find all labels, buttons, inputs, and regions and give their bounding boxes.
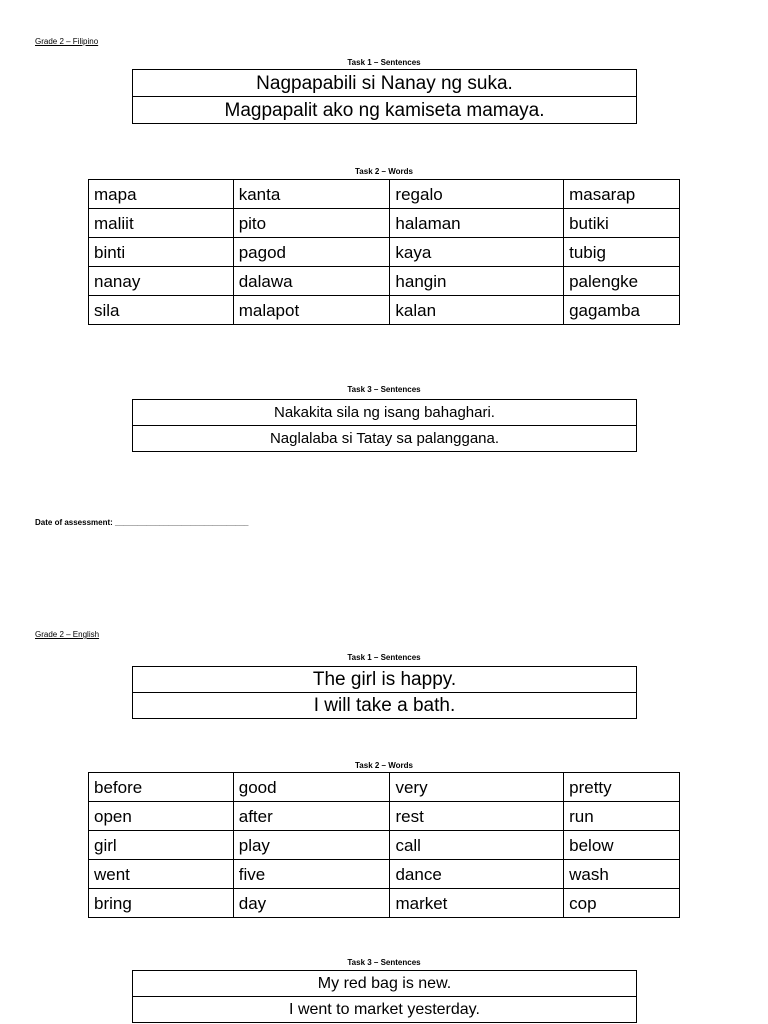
word-cell: cop xyxy=(564,889,680,918)
word-cell: play xyxy=(233,831,390,860)
task3-title-filipino: Task 3 – Sentences xyxy=(347,385,421,394)
sentence-cell: I went to market yesterday. xyxy=(133,997,637,1023)
grade-label-filipino: Grade 2 – Filipino xyxy=(35,37,99,46)
sentences-table-filipino-task3 xyxy=(132,399,637,452)
word-cell: went xyxy=(89,860,234,889)
word-cell: dalawa xyxy=(233,267,390,296)
table-row xyxy=(133,971,637,997)
word-cell: girl xyxy=(89,831,234,860)
table-row xyxy=(89,889,680,918)
sentences-table-english-task1 xyxy=(132,666,637,719)
word-cell: rest xyxy=(390,802,564,831)
word-cell: maliit xyxy=(89,209,234,238)
table-row xyxy=(133,667,637,693)
table-row xyxy=(89,296,680,325)
word-cell: market xyxy=(390,889,564,918)
word-cell: call xyxy=(390,831,564,860)
sentence-cell: Naglalaba si Tatay sa palanggana. xyxy=(133,426,637,452)
word-cell: kaya xyxy=(390,238,564,267)
table-row xyxy=(133,70,637,97)
date-of-assessment: Date of assessment: ______________________________ xyxy=(35,518,249,527)
sentence-cell: I will take a bath. xyxy=(133,693,637,719)
table-row xyxy=(89,267,680,296)
grade-label-english: Grade 2 – English xyxy=(35,630,100,639)
word-cell: tubig xyxy=(564,238,680,267)
task1-title-english: Task 1 – Sentences xyxy=(347,653,421,662)
word-cell: open xyxy=(89,802,234,831)
word-cell: kanta xyxy=(233,180,390,209)
task3-title-english: Task 3 – Sentences xyxy=(347,958,421,967)
table-row xyxy=(89,238,680,267)
table-row xyxy=(133,426,637,452)
table-row xyxy=(89,831,680,860)
word-cell: pretty xyxy=(564,773,680,802)
table-row xyxy=(89,180,680,209)
table-row xyxy=(133,997,637,1023)
sentences-table-filipino-task1 xyxy=(132,69,637,124)
word-cell: after xyxy=(233,802,390,831)
word-cell: dance xyxy=(390,860,564,889)
table-row xyxy=(133,693,637,719)
word-cell: bring xyxy=(89,889,234,918)
word-cell: day xyxy=(233,889,390,918)
word-cell: mapa xyxy=(89,180,234,209)
task1-title-filipino: Task 1 – Sentences xyxy=(347,58,421,67)
sentence-cell: My red bag is new. xyxy=(133,971,637,997)
table-row xyxy=(89,802,680,831)
word-cell: sila xyxy=(89,296,234,325)
sentence-cell: Magpapalit ako ng kamiseta mamaya. xyxy=(133,97,637,124)
task2-title-filipino: Task 2 – Words xyxy=(355,167,413,176)
sentence-cell: The girl is happy. xyxy=(133,667,637,693)
word-cell: below xyxy=(564,831,680,860)
word-cell: regalo xyxy=(390,180,564,209)
word-cell: pagod xyxy=(233,238,390,267)
word-cell: gagamba xyxy=(564,296,680,325)
word-cell: run xyxy=(564,802,680,831)
word-cell: masarap xyxy=(564,180,680,209)
word-cell: good xyxy=(233,773,390,802)
word-cell: kalan xyxy=(390,296,564,325)
table-row xyxy=(89,773,680,802)
table-row xyxy=(133,97,637,124)
words-table-english xyxy=(88,772,680,918)
word-cell: five xyxy=(233,860,390,889)
task2-title-english: Task 2 – Words xyxy=(355,761,413,770)
word-cell: pito xyxy=(233,209,390,238)
sentences-table-english-task3 xyxy=(132,970,637,1023)
word-cell: palengke xyxy=(564,267,680,296)
word-cell: nanay xyxy=(89,267,234,296)
word-cell: before xyxy=(89,773,234,802)
word-cell: butiki xyxy=(564,209,680,238)
table-row xyxy=(133,400,637,426)
table-row xyxy=(89,209,680,238)
sentence-cell: Nakakita sila ng isang bahaghari. xyxy=(133,400,637,426)
word-cell: hangin xyxy=(390,267,564,296)
words-table-filipino xyxy=(88,179,680,325)
word-cell: very xyxy=(390,773,564,802)
sentence-cell: Nagpapabili si Nanay ng suka. xyxy=(133,70,637,97)
word-cell: wash xyxy=(564,860,680,889)
word-cell: binti xyxy=(89,238,234,267)
table-row xyxy=(89,860,680,889)
word-cell: halaman xyxy=(390,209,564,238)
word-cell: malapot xyxy=(233,296,390,325)
